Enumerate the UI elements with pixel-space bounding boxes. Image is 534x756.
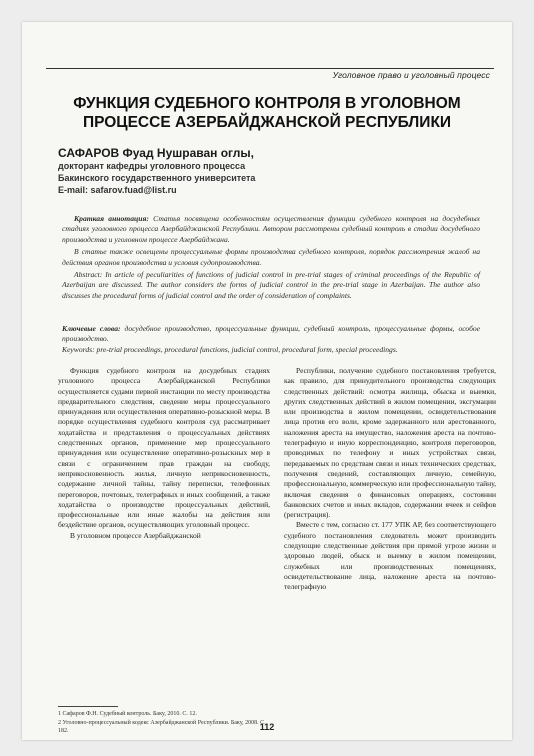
body-column-right xyxy=(284,366,496,593)
author-position: докторант кафедры уголовного процесса xyxy=(58,161,246,171)
keywords-text: досудебное производство, процессуальные функции, судебный контроль, процессуальные формы, особое производство. xyxy=(62,324,481,344)
abstract-en-paragraph: Abstract: In article of peculiarities of functions of judicial control in pre-trial stages of criminal proceedings of the Republic of Azerbaijan are discussed. The author considers the forms of judicial control in the pre-trial stage in Azerbaijan. The author also discusses the procedural forms of judicial control and the order of consideration of complaints. xyxy=(62,270,480,300)
keywords-ru xyxy=(62,324,480,345)
keywords xyxy=(62,324,480,355)
footnote: 1 Сафаров Ф.Н. Судебный контроль. Баку, 2010. С. 12. xyxy=(58,711,197,717)
author-name: САФАРОВ Фуад Нушраван оглы, xyxy=(58,146,254,160)
author-email: E-mail: safarov.fuad@list.ru xyxy=(58,185,177,195)
abstract xyxy=(62,214,480,303)
body-paragraph: Республики, получение судебного постановления требуется, как правило, для принудительного производства следующих следственных действий: осмотра жилища, обыска и выемки, других следственных действий в жилом помещении, эксгумации или производства в жилом помещении, освидетельствования лица против его воли, кроме задержанного или арестованного, наложения ареста на имущество, наложения ареста на почтово-телеграфную и иную корреспонденцию, контроля переговоров, проводимых по телефону и иных устройствах связи, передаваемых по средствам связи и иных технических средствах, получения сведений, составляющих личную, семейную, профессиональную, коммерческую или профессиональную тайну, включая сведения о финансовых операциях, состоянии банковских счетов и иных вкладов, содержании ячеек и сейфов (регистрация). xyxy=(284,366,497,520)
section-rubric: Уголовное право и уголовный процесс xyxy=(332,70,490,80)
keywords-lead: Ключевые слова: xyxy=(62,324,121,333)
body-paragraph: Функция судебного контроля на досудебных стадиях уголовного процесса Азербайджанской Республики осуществляется судами первой инстанции по месту производства предварительного следствия, сведение меры процессуального принуждения или осуществления оперативно-розыскной меры. В порядке осуществления судебного контроля суд рассматривает ходатайства и представления о процессуальных действиях следственных органов, применение мер процессуального принуждения или осуществление оперативно-розыскных мер в связи с ограничением прав граждан на свободу, неприкосновенность жилья, личную неприкосновенность, содержание личной тайны, тайну переписки, телефонных переговоров, почтовых, телеграфных и иных сообщений, а также ходатайства о производстве процессуальных действий, профессиональные или иные жалобы на действия или бездействие органов, осуществляющих уголовный процесс. xyxy=(58,366,270,530)
body-paragraph: В уголовном процессе Азербайджанской xyxy=(70,530,201,540)
footnote: 2 Уголовно-процессуальный кодекс Азербайджанской Республики. Баку, 2008. С. 182. xyxy=(58,720,266,734)
header-rule xyxy=(46,68,494,69)
abstract-paragraph xyxy=(62,214,480,245)
keywords-en: Keywords: pre-trial proceedings, procedural functions, judicial control, procedural form, special proceedings. xyxy=(62,344,398,354)
journal-page xyxy=(22,22,512,740)
article-title: ФУНКЦИЯ СУДЕБНОГО КОНТРОЛЯ В УГОЛОВНОМ ПРОЦЕССЕ АЗЕРБАЙДЖАНСКОЙ РЕСПУБЛИКИ xyxy=(73,95,461,131)
abstract-lead: Краткая аннотация: xyxy=(74,214,149,223)
page-number: 112 xyxy=(259,722,275,732)
footnote-divider xyxy=(58,706,118,707)
abstract-paragraph: В статье также освещены процессуальные формы производства судебного контроля, порядок рассмотрения жалоб на действия органов производства и условия судопроизводства. xyxy=(62,247,480,267)
author-block xyxy=(58,146,458,196)
author-university: Бакинского государственного университета xyxy=(58,173,256,183)
abstract-text: Статья посвящена особенностям осуществления функции судебного контроля на досудебных стадиях уголовного процесса Азербайджанской Республики. Автором рассмотрены судебный контроль в стадии досудебного производства и уголовном процессе Азербайджана. xyxy=(62,214,480,244)
body-column-left xyxy=(58,366,270,541)
body-paragraph: Вместе с тем, согласно ст. 177 УПК АР, без соответствующего судебного постановления следователь может производить следующие следственные действия при прямой угрозе жизни и здоровью людей, обыск и выемку в жилом помещении, служебных или производственных помещениях, освидетельствование лица, наложение ареста на почтово-телеграфную xyxy=(284,520,496,592)
